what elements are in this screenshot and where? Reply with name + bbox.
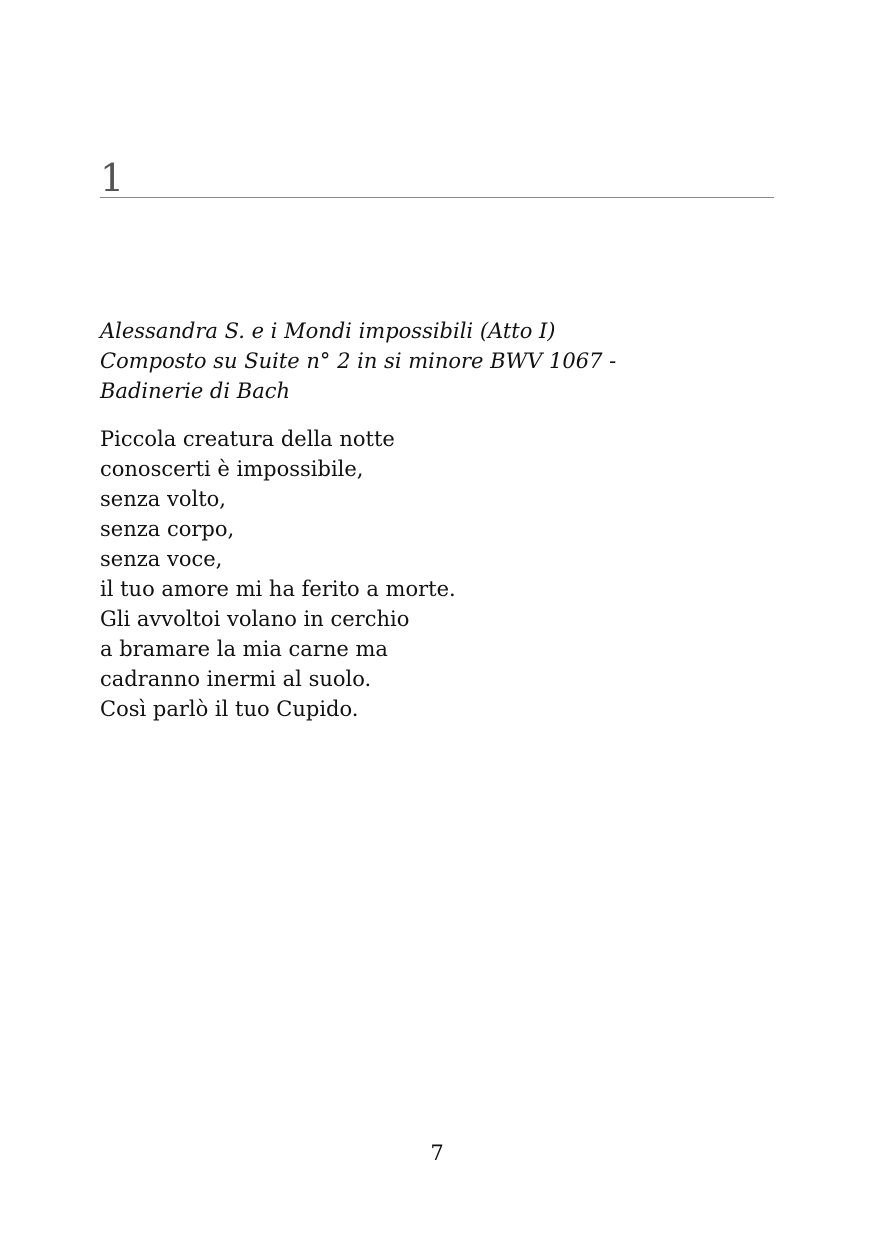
poem-line: a bramare la mia carne ma xyxy=(100,637,388,661)
chapter-number: 1 xyxy=(100,156,125,200)
poem-heading xyxy=(100,316,720,406)
poem-line: conoscerti è impossibile, xyxy=(100,457,364,481)
poem-line: Gli avvoltoi volano in cerchio xyxy=(100,607,410,631)
poem-line: Così parlò il tuo Cupido. xyxy=(100,697,359,721)
poem-line: senza voce, xyxy=(100,547,223,571)
poem-line: Piccola creatura della notte xyxy=(100,427,395,451)
page-number: 7 xyxy=(430,1141,444,1165)
poem-line: senza volto, xyxy=(100,487,226,511)
poem-line: il tuo amore mi ha ferito a morte. xyxy=(100,577,456,601)
chapter-divider xyxy=(100,197,774,198)
poem-line: senza corpo, xyxy=(100,517,235,541)
poem-body xyxy=(100,424,720,724)
heading-line-movement: Badinerie di Bach xyxy=(100,379,290,403)
poem-line: cadranno inermi al suolo. xyxy=(100,667,372,691)
heading-line-composition: Composto su Suite n° 2 in si minore BWV 1067 - xyxy=(100,349,617,373)
heading-line-title: Alessandra S. e i Mondi impossibili (Atto I) xyxy=(100,319,556,343)
